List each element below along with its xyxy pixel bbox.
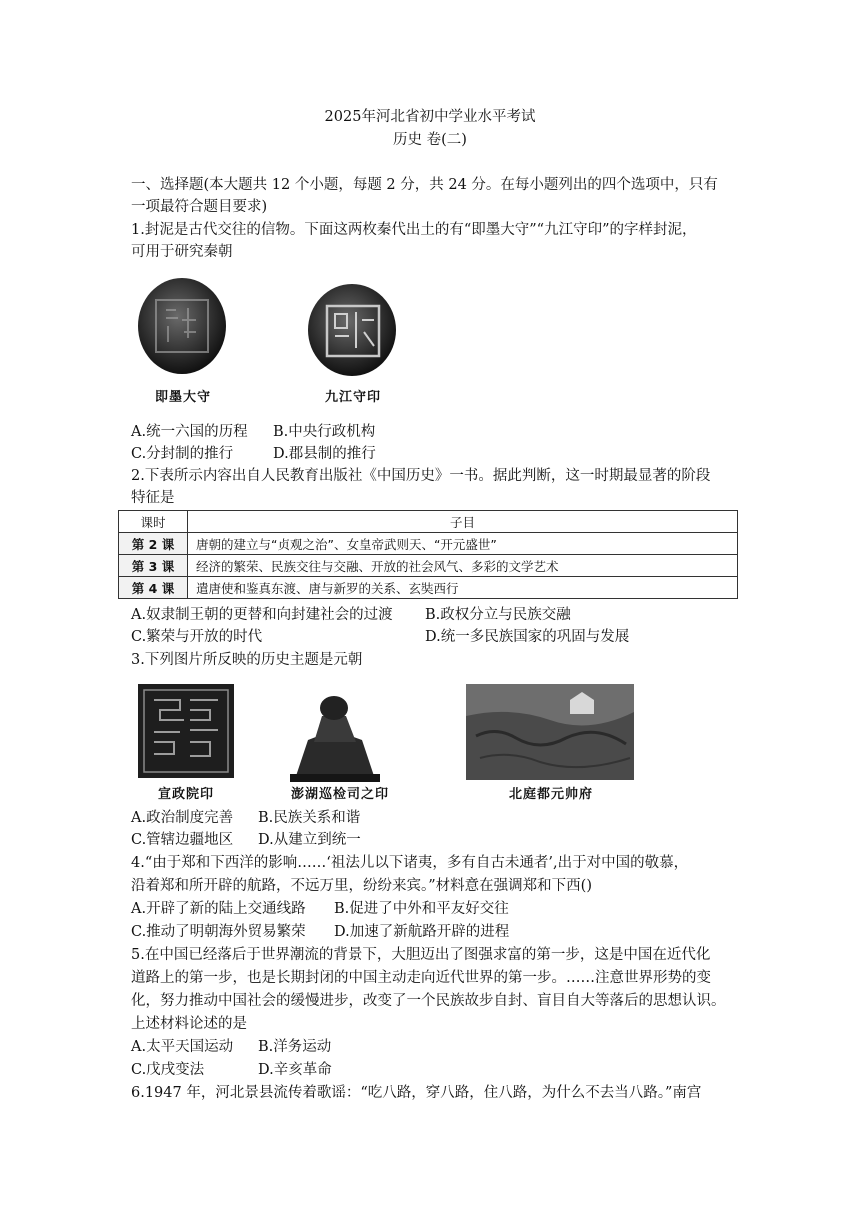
q3-option-b: B.民族关系和谐 xyxy=(258,810,361,826)
q4-stem-line2: 沿着郑和所开辟的航路，不远万里，纷纷来宾。”材料意在强调郑和下西() xyxy=(131,878,592,894)
seal-clay-jimo xyxy=(138,278,226,374)
table-cell-lesson: 第 4 课 xyxy=(119,577,188,599)
table-cell-topics: 经济的繁荣、民族交往与交融、开放的社会风气、多彩的文学艺术 xyxy=(188,555,738,577)
q3-caption-1: 宣政院印 xyxy=(157,787,214,802)
q5-stem-line1: 5.在中国已经落后于世界潮流的背景下，大胆迈出了图强求富的第一步，这是中国在近代化 xyxy=(131,947,711,963)
q1-figure-seals xyxy=(130,270,420,415)
q3-caption-2: 澎湖巡检司之印 xyxy=(290,787,389,802)
exam-subtitle: 历史 卷(二) xyxy=(393,132,467,148)
table-row xyxy=(119,555,738,577)
table-cell-topics: 遣唐使和鉴真东渡、唐与新罗的关系、玄奘西行 xyxy=(188,577,738,599)
section-instruction-line1: 一、选择题(本大题共 12 个小题，每题 2 分，共 24 分。在每小题列出的四个选项中，只有 xyxy=(131,177,718,193)
seal-clay-jiujiang xyxy=(308,284,396,376)
q1-option-a: A.统一六国的历程 xyxy=(131,424,248,440)
q4-stem-line1: 4.“由于郑和下西洋的影响……‘祖法儿以下诸夷，多有自古未通者’,出于对中国的敬慕， xyxy=(131,855,689,871)
q5-option-b: B.洋务运动 xyxy=(258,1039,332,1055)
q2-option-c: C.繁荣与开放的时代 xyxy=(131,629,263,645)
q5-stem-line3: 化，努力推动中国社会的缓慢进步，改变了一个民族故步自封、盲目自大等落后的思想认识。 xyxy=(131,993,726,1009)
q3-option-c: C.管辖边疆地区 xyxy=(131,832,234,848)
q4-option-a: A.开辟了新的陆上交通线路 xyxy=(131,901,306,917)
q1-caption-1: 即墨大守 xyxy=(154,390,211,405)
table-header-cell: 子目 xyxy=(188,511,738,533)
q6-stem-line1: 6.1947 年，河北景县流传着歌谣：“吃八路，穿八路，住八路，为什么不去当八路。”南宫 xyxy=(131,1085,702,1101)
q5-option-d: D.辛亥革命 xyxy=(258,1062,332,1078)
table-row xyxy=(119,533,738,555)
q3-option-a: A.政治制度完善 xyxy=(131,810,234,826)
q2-stem-line1: 2.下表所示内容出自人民教育出版社《中国历史》一书。据此判断，这一时期最显著的阶段 xyxy=(131,468,711,484)
xuanzhengyuan-seal-print xyxy=(138,684,234,778)
q1-caption-2: 九江守印 xyxy=(324,390,381,405)
q1-option-b: B.中央行政机构 xyxy=(273,424,376,440)
q5-option-c: C.戊戌变法 xyxy=(131,1062,205,1078)
table-cell-lesson: 第 2 课 xyxy=(119,533,188,555)
q5-option-a: A.太平天国运动 xyxy=(131,1039,234,1055)
q2-lesson-table xyxy=(118,510,738,599)
exam-title: 2025年河北省初中学业水平考试 xyxy=(324,109,536,125)
q5-stem-line2: 道路上的第一步，也是长期封闭的中国主动走向近代世界的第一步。……注意世界形势的变 xyxy=(131,970,711,986)
q2-option-a: A.奴隶制王朝的更替和向封建社会的过渡 xyxy=(131,607,393,623)
table-cell-topics: 唐朝的建立与“贞观之治”、女皇帝武则天、“开元盛世” xyxy=(188,533,738,555)
q1-option-d: D.郡县制的推行 xyxy=(273,446,376,462)
q5-stem-line4: 上述材料论述的是 xyxy=(131,1016,247,1032)
table-header-cell: 课时 xyxy=(119,511,188,533)
table-row xyxy=(119,577,738,599)
q1-stem-line1: 1.封泥是古代交往的信物。下面这两枚秦代出土的有“即墨大守”“九江守印”的字样封泥， xyxy=(131,222,697,238)
q2-option-b: B.政权分立与民族交融 xyxy=(425,607,571,623)
q4-option-c: C.推动了明朝海外贸易繁荣 xyxy=(131,924,306,940)
q1-stem-line2: 可用于研究秦朝 xyxy=(131,244,233,260)
q2-stem-line2: 特征是 xyxy=(131,490,175,506)
table-cell-lesson: 第 3 课 xyxy=(119,555,188,577)
q1-option-c: C.分封制的推行 xyxy=(131,446,234,462)
q4-option-d: D.加速了新航路开辟的进程 xyxy=(334,924,510,940)
q2-option-d: D.统一多民族国家的巩固与发展 xyxy=(425,629,630,645)
section-instruction-line2: 一项最符合题目要求) xyxy=(131,199,268,215)
q3-stem: 3.下列图片所反映的历史主题是元朝 xyxy=(131,652,363,668)
q3-option-d: D.从建立到统一 xyxy=(258,832,361,848)
q4-option-b: B.促进了中外和平友好交往 xyxy=(334,901,509,917)
q3-caption-3: 北庭都元帅府 xyxy=(508,787,593,802)
table-header-row xyxy=(119,511,738,533)
q3-figure-row xyxy=(130,676,640,806)
